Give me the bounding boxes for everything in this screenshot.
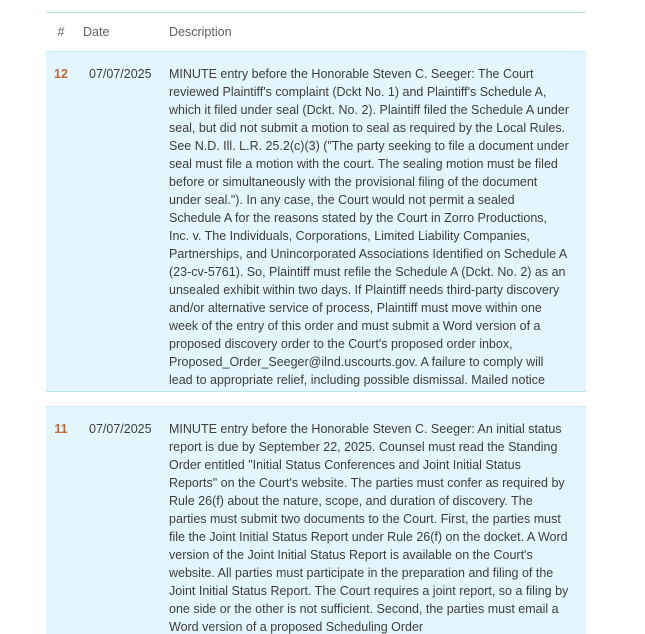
column-header-number: # <box>57 25 65 39</box>
entry-date: 07/07/2025 <box>89 422 152 436</box>
table-header-row <box>46 12 586 51</box>
top-spacer <box>46 0 586 12</box>
docket-entry-row <box>46 406 586 634</box>
entry-description: MINUTE entry before the Honorable Steven C. Seeger: The Court reviewed Plaintiff's complaint (Dckt No. 1) and Plaintiff's Schedule A, which it filed under seal (Dckt. No. 2). Plaintiff filed the Schedule A under seal, but did not submit a motion to seal as required by the Local Rules. See N.D. Ill. L.R. 25.2(c)(3) ("The party seeking to file a document under seal must file a motion with the court. The sealing motion must be filed before or simultaneously with the provisional filing of the document under seal."). In any case, the Court would not permit a sealed Schedule A for the reasons stated by the Court in Zorro Productions, Inc. v. The Individuals, Corporations, Limited Liability Companies, Partnerships, and Unincorporated Associations Identified on Schedule A (23-cv-5761). So, Plaintiff must refile the Schedule A (Dckt. No. 2) as an unsealed exhibit within two days. If Plaintiff needs third-party discovery and/or alternative service of process, Plaintiff must move within one week of the entry of this order and must submit a Word version of a proposed discovery order to the Court's proposed order inbox, Proposed_Order_Seeger@ilnd.uscourts.gov. A failure to comply will lead to appropriate relief, including possible dismissal. Mailed notice <box>169 67 569 387</box>
entry-description: MINUTE entry before the Honorable Steven C. Seeger: An initial status report is due by September 22, 2025. Counsel must read the Standing Order entitled "Initial Status Conferences and Joint Initial Status Reports" on the Court's website. The parties must confer as required by Rule 26(f) about the nature, scope, and duration of discovery. The parties must submit two documents to the Court. First, the parties must file the Joint Initial Status Report under Rule 26(f) on the docket. A Word version of the Joint Initial Status Report is available on the Court's website. All parties must participate in the preparation and filing of the Joint Initial Status Report. The Court requires a joint report, so a filing by one side or the other is not sufficient. Second, the parties must email a Word version of a proposed Scheduling Order <box>169 422 569 634</box>
entry-date: 07/07/2025 <box>89 67 152 81</box>
entry-number-link[interactable]: 12 <box>54 67 68 81</box>
docket-entries-table <box>46 0 586 634</box>
docket-entry-row <box>46 51 586 392</box>
column-header-date: Date <box>83 25 110 39</box>
entry-number-link[interactable]: 11 <box>54 422 68 436</box>
column-header-description: Description <box>169 25 232 39</box>
